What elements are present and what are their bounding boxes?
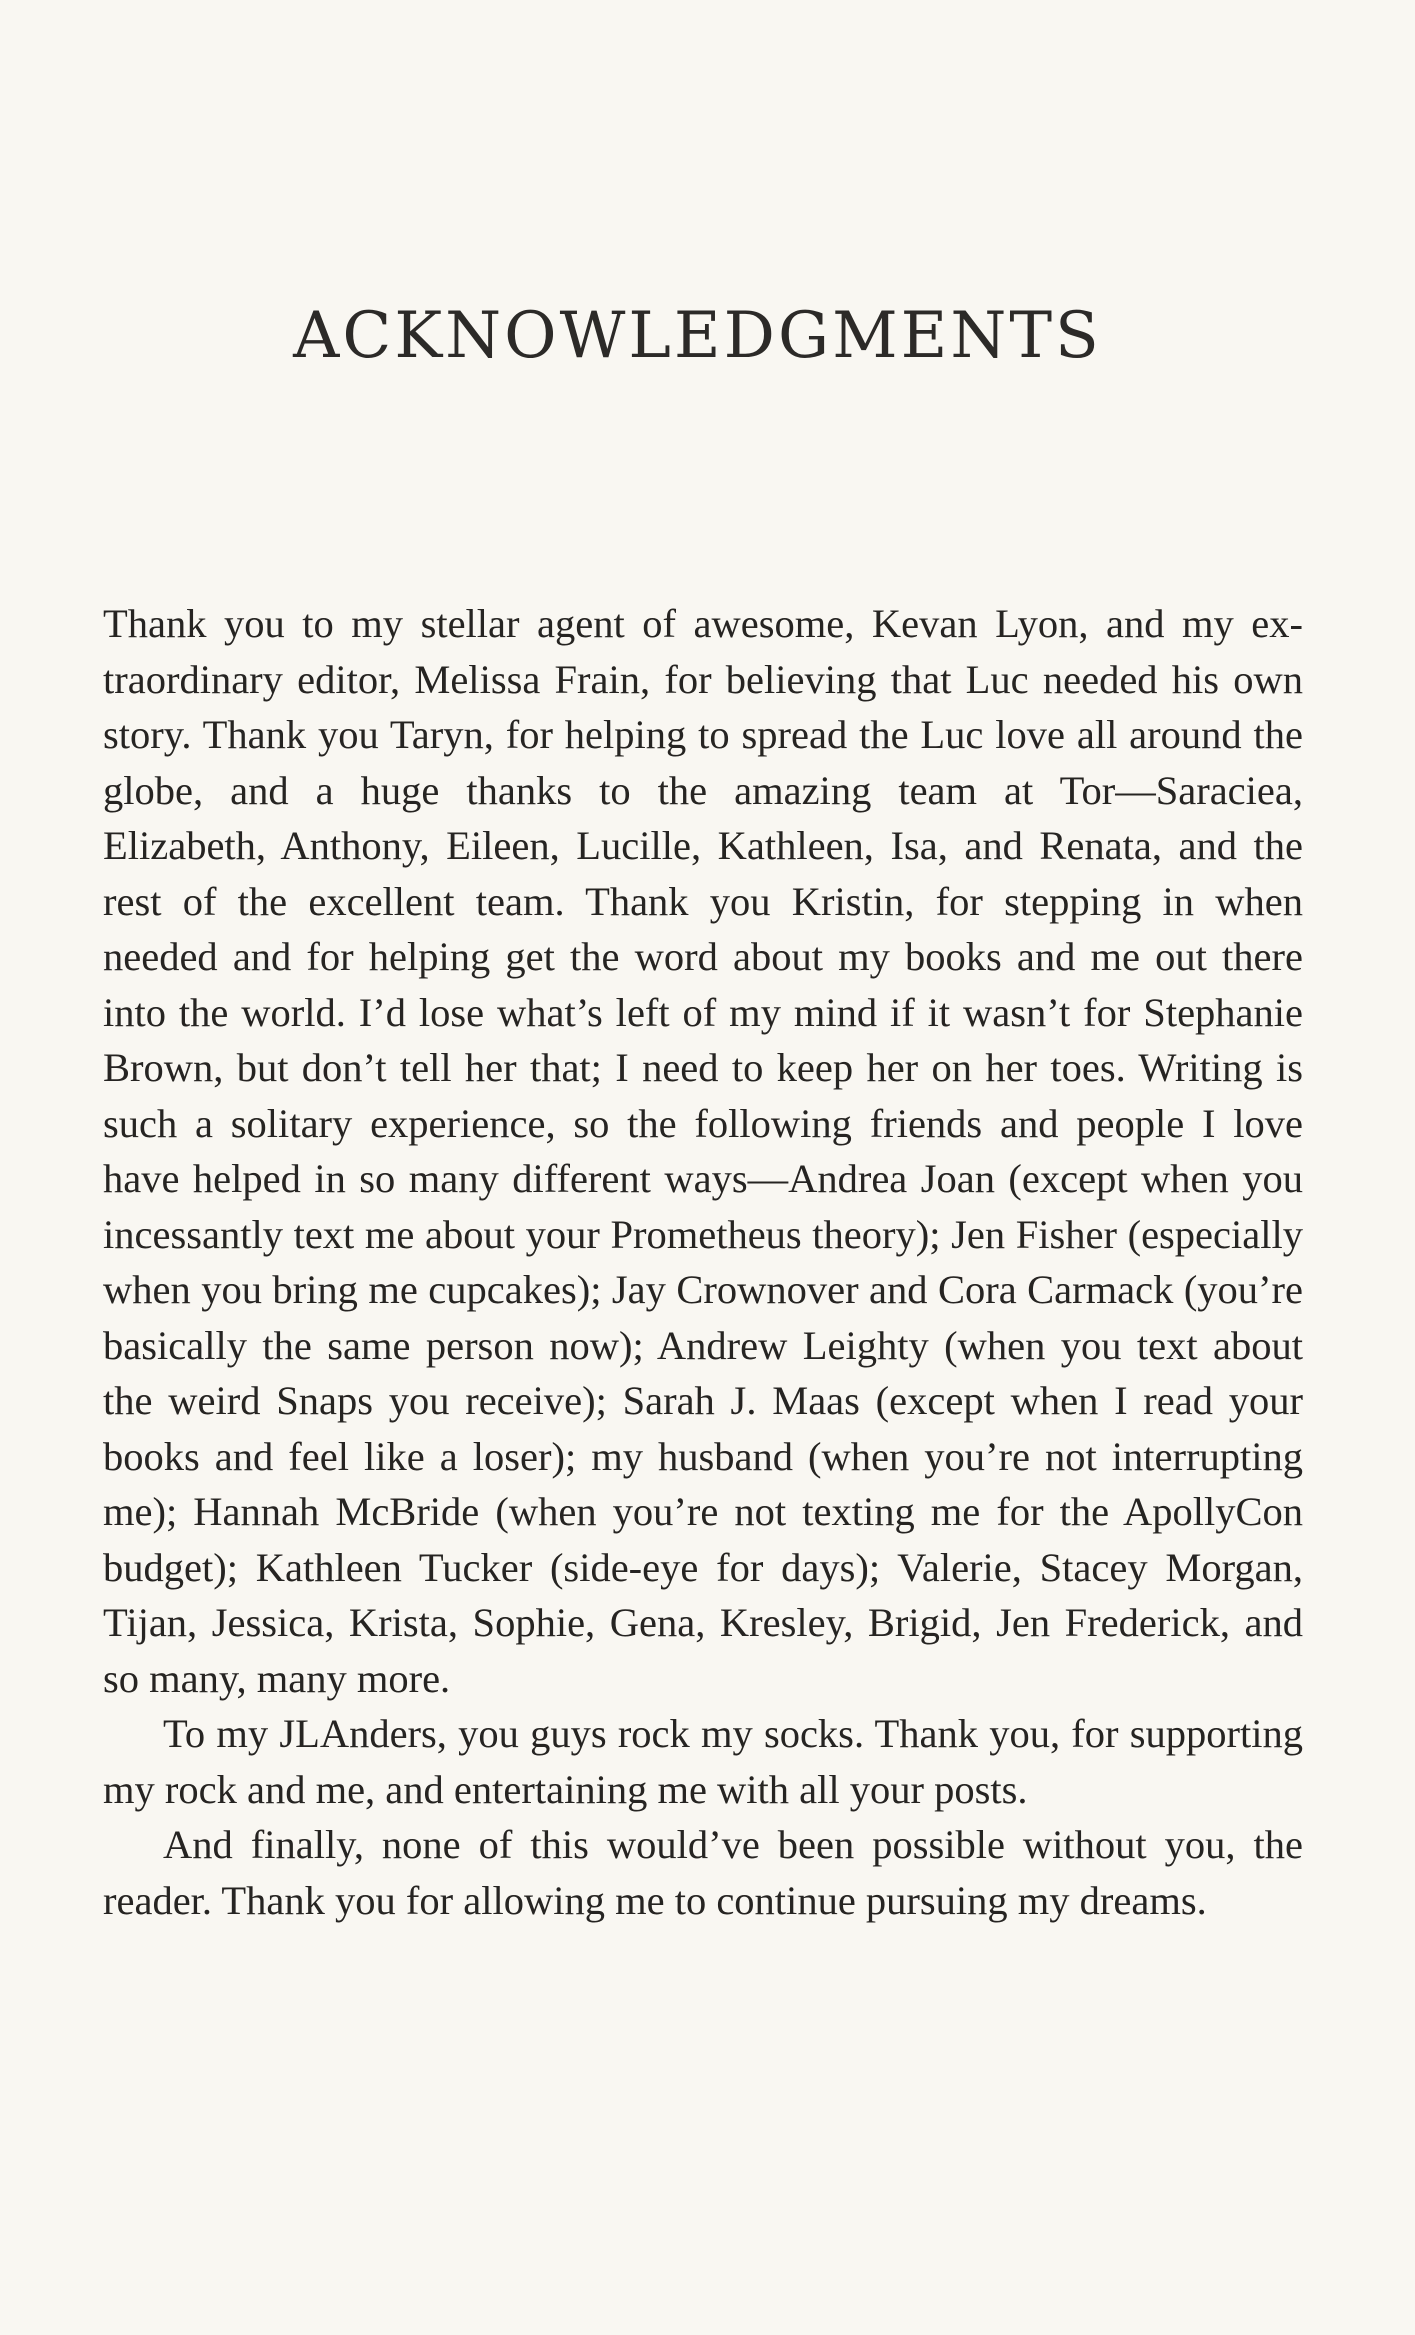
paragraph-reader: And finally, none of this would’ve been possible without you, the reader. Thank you for allowing me to continue pursuing my dreams. (103, 1822, 1303, 1923)
paragraph-thanks: Thank you to my stellar agent of awesome, Kevan Lyon, and my extraordinary editor, Melissa Frain, for believing that Luc needed his own story. Thank you Taryn, for helping to spread the Luc love all around the globe, and a huge thanks to the amazing team at Tor—Saraciea, Elizabeth, Anthony, Eileen, Lucille, Kathleen, Isa, and Renata, and the rest of the excellent team. Thank you Kristin, for stepping in when needed and for helping get the word about my books and me out there into the world. I’d lose what’s left of my mind if it wasn’t for Stephanie Brown, but don’t tell her that; I need to keep her on her toes. Writing is such a solitary experience, so the following friends and people I love have helped in so many different ways—Andrea Joan (except when you incessantly text me about your Prometheus theory); Jen Fisher (especially when you bring me cupcakes); Jay Crownover and Cora Carmack (you’re basically the same person now); Andrew Leighty (when you text about the weird Snaps you receive); Sarah J. Maas (except when I read your books and feel like a loser); my husband (when you’re not interrupting me); Hannah McBride (when you’re not texting me for the ApollyCon budget); Kathleen Tucker (side-eye for days); Valerie, Stacey Morgan, Tijan, Jessica, Krista, Sophie, Gena, Kresley, Brigid, Jen Frederick, and so many, many more. (103, 601, 1303, 1701)
paragraph-jlanders: To my JLAnders, you guys rock my socks. Thank you, for supporting my rock and me, and entertaining me with all your posts. (103, 1711, 1303, 1812)
acknowledgments-body (103, 596, 1303, 1928)
page-title: ACKNOWLEDGMENTS (293, 299, 1102, 373)
